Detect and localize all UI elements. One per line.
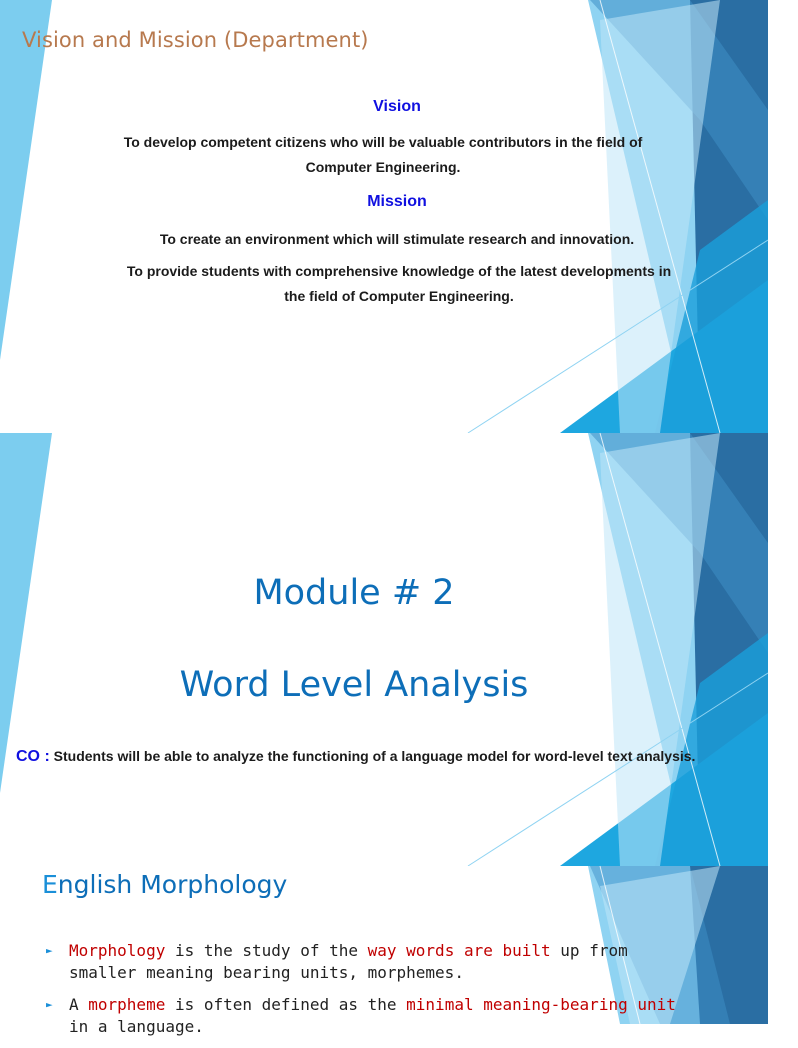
bullet-2-text-2: is often defined as the (165, 995, 407, 1014)
bullet-item-1 (46, 940, 676, 984)
slide-module (0, 433, 768, 866)
vision-text (0, 130, 766, 180)
vision-text-line-2: Computer Engineering. (305, 159, 461, 175)
bullet-1-text-1: is the study of the (165, 941, 368, 960)
module-number: Module # 2 (253, 573, 455, 613)
mission-heading: Mission (367, 193, 427, 210)
course-outcome-label: CO : (16, 748, 50, 765)
bullet-list (46, 940, 676, 1048)
mission-item-1: To create an environment which will stimulate research and innovation. (159, 231, 635, 247)
slide-title (42, 870, 287, 899)
mission-item-2 (0, 259, 798, 309)
course-outcome-text: Students will be able to analyze the functioning of a language model for word-level text analysis. (49, 748, 696, 764)
highlight-minimal-unit: minimal meaning-bearing unit (406, 995, 676, 1014)
bullet-2-text-1: A (69, 995, 89, 1014)
slide-decoration-2 (0, 433, 768, 866)
highlight-morpheme: morpheme (88, 995, 166, 1014)
title-rest: nglish Morphology (57, 870, 288, 899)
slide-vision-mission (0, 0, 768, 433)
mission-item-2-line-2: the field of Computer Engineering. (284, 288, 514, 304)
bullet-2-text-3: in a language. (69, 1017, 204, 1036)
slide-english-morphology (0, 866, 768, 1036)
bullet-1-text-2: up from smaller meaning bearing units, morphemes. (69, 941, 628, 982)
highlight-way-words-built: way words are built (367, 941, 551, 960)
mission-item-2-line-1: To provide students with comprehensive knowledge of the latest developments in (126, 263, 672, 279)
bullet-item-2 (46, 994, 676, 1038)
arrow-bullet-icon: ► (46, 998, 53, 1011)
slide-title: Vision and Mission (Department) (22, 28, 369, 52)
slide-decoration-1 (0, 0, 768, 433)
course-outcome (16, 748, 695, 766)
vision-heading: Vision (373, 98, 421, 115)
title-first-letter: E (42, 870, 58, 899)
vision-text-line-1: To develop competent citizens who will be valuable contributors in the field of (123, 134, 643, 150)
module-title: Word Level Analysis (179, 665, 529, 705)
left-accent-shape (0, 433, 52, 793)
highlight-morphology: Morphology (69, 941, 166, 960)
arrow-bullet-icon: ► (46, 944, 53, 957)
